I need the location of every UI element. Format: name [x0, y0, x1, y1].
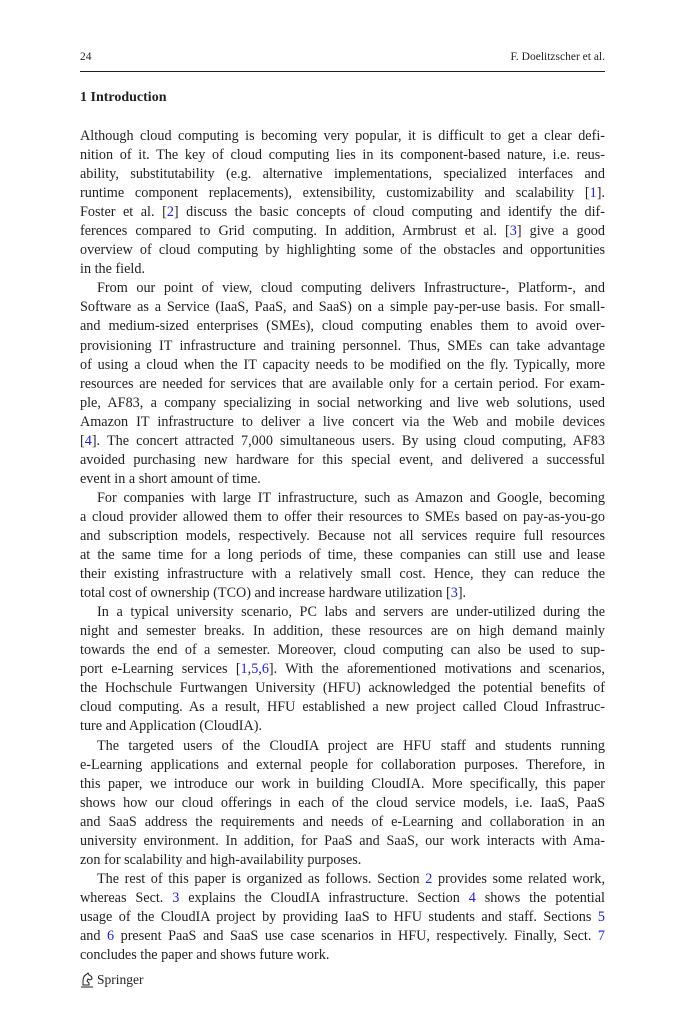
- text-span: In a typical university scenario, PC labs and servers are under-utilized during the: [97, 604, 605, 621]
- text-span: ture and Application (CloudIA).: [80, 718, 263, 735]
- citation-link[interactable]: 4: [84, 432, 92, 449]
- text-span: explains the CloudIA infrastructure. Section: [179, 889, 469, 906]
- paragraph-line: [80, 317, 605, 336]
- citation-link[interactable]: 2: [425, 870, 433, 887]
- citation-link[interactable]: 5: [597, 908, 605, 925]
- citation-link[interactable]: 5: [251, 661, 259, 678]
- paragraph-line: [80, 222, 605, 241]
- text-span: runtime component replacements), extensibility, customizability and scalability [: [80, 185, 590, 202]
- text-span: a cloud provider allowed them to offer their resources to SMEs based on pay-as-you-go: [80, 508, 605, 525]
- paragraph-line: [80, 775, 605, 794]
- text-span: Software as a Service (IaaS, PaaS, and SaaS) on a simple pay-per-use basis. For small-: [80, 299, 605, 316]
- running-head-authors: F. Doelitzscher et al.: [510, 51, 605, 63]
- citation-link[interactable]: 1: [589, 185, 597, 202]
- text-span: their existing infrastructure with a relatively small cost. Hence, they can reduce the: [80, 566, 605, 583]
- text-span: and subscription models, respectively. Because not all services require full resources: [80, 527, 605, 544]
- text-span: e-Learning applications and external people for collaboration purposes. Therefore, in: [80, 756, 605, 773]
- paragraph-line: [80, 337, 605, 356]
- header-rule: [80, 71, 605, 72]
- text-span: ,: [247, 661, 252, 678]
- text-span: ferences compared to Grid computing. In addition, Armbrust et al. [: [80, 223, 510, 240]
- citation-link[interactable]: 2: [166, 204, 174, 221]
- paragraph-line: [80, 584, 605, 603]
- text-span: and: [80, 927, 107, 944]
- paragraph-line: [80, 165, 605, 184]
- text-span: For companies with large IT infrastructure, such as Amazon and Google, becoming: [97, 489, 605, 506]
- paragraph-line: [80, 394, 605, 413]
- text-span: event in a short amount of time.: [80, 470, 261, 487]
- text-span: ].: [457, 585, 467, 602]
- paragraph-line: [80, 451, 605, 470]
- text-span: present PaaS and SaaS use case scenarios in HFU, respectively. Finally, Sect.: [114, 927, 598, 944]
- text-span: towards the end of a semester. Moreover, cloud computing can also be used to sup-: [80, 642, 605, 659]
- citation-link[interactable]: 4: [468, 889, 476, 906]
- paragraph-line: [80, 679, 605, 698]
- paragraph-line: [80, 660, 605, 679]
- text-span: concludes the paper and shows future work.: [80, 947, 330, 964]
- text-span: whereas Sect.: [80, 889, 173, 906]
- citation-link[interactable]: 3: [172, 889, 180, 906]
- text-span: port e-Learning services [: [80, 661, 241, 678]
- paragraph-line: [80, 737, 605, 756]
- publisher-name: Springer: [97, 972, 144, 987]
- text-span: Amazon IT infrastructure to deliver a live concert via the Web and mobile devices: [80, 413, 605, 430]
- section-heading: 1 Introduction: [80, 90, 167, 105]
- paragraph-line: [80, 413, 605, 432]
- text-span: nition of it. The key of cloud computing lies in its component-based nature, i.e. reus-: [80, 147, 605, 164]
- paragraph-line: [80, 508, 605, 527]
- text-span: total cost of ownership (TCO) and increase hardware utilization [: [80, 585, 451, 602]
- paragraph-line: [80, 946, 605, 965]
- paragraph-line: [80, 470, 605, 489]
- paragraph-line: [80, 813, 605, 832]
- text-span: resources are needed for services that are available only for a certain period. For exam-: [80, 375, 605, 392]
- paragraph-line: [80, 146, 605, 165]
- text-span: [: [80, 432, 85, 449]
- paragraph-line: [80, 641, 605, 660]
- citation-link[interactable]: 6: [261, 661, 269, 678]
- text-span: avoided purchasing new hardware for this special event, and delivered a successful: [80, 451, 605, 468]
- citation-link[interactable]: 3: [450, 585, 458, 602]
- text-span: ].: [596, 185, 605, 202]
- text-span: overview of cloud computing by highlighting some of the obstacles and opportunities: [80, 242, 605, 259]
- text-span: ] give a good: [516, 223, 605, 240]
- text-span: Although cloud computing is becoming very popular, it is difficult to get a clear defi-: [80, 128, 605, 144]
- springer-horse-logo-icon: [80, 972, 94, 988]
- paragraph-line: [80, 698, 605, 717]
- body-text: [80, 127, 605, 965]
- text-span: university environment. In addition, for PaaS and SaaS, our work interacts with Ama-: [80, 832, 605, 849]
- paragraph-line: [80, 794, 605, 813]
- paragraph-line: [80, 184, 605, 203]
- text-span: ]. With the aforementioned motivations and scenarios,: [268, 661, 605, 678]
- paragraph-line: [80, 889, 605, 908]
- text-span: The rest of this paper is organized as follows. Section: [97, 870, 426, 887]
- text-span: ple, AF83, a company specializing in social networking and live web solutions, used: [80, 394, 605, 411]
- paragraph-line: [80, 489, 605, 508]
- citation-link[interactable]: 1: [240, 661, 248, 678]
- text-span: From our point of view, cloud computing delivers Infrastructure-, Platform-, and: [97, 280, 605, 297]
- running-head: [80, 51, 605, 67]
- text-span: ,: [258, 661, 262, 678]
- paragraph-line: [80, 851, 605, 870]
- paragraph-line: [80, 279, 605, 298]
- text-span: provisioning IT infrastructure and training personnel. Thus, SMEs can take advantage: [80, 337, 605, 354]
- paragraph-line: [80, 356, 605, 375]
- text-span: usage of the CloudIA project by providing IaaS to HFU students and staff. Sections: [80, 908, 598, 925]
- publisher-footer: [80, 970, 144, 990]
- text-span: in the field.: [80, 261, 146, 278]
- text-span: and SaaS address the requirements and needs of e-Learning and collaboration in an: [80, 813, 605, 830]
- text-span: zon for scalability and high-availability purposes.: [80, 851, 362, 868]
- text-span: shows the potential: [475, 889, 605, 906]
- text-span: this paper, we introduce our work in building CloudIA. More specifically, this paper: [80, 775, 605, 792]
- paragraph-line: [80, 546, 605, 565]
- text-span: of using a cloud when the IT capacity needs to be modified on the fly. Typically, more: [80, 356, 605, 373]
- paragraph-line: [80, 241, 605, 260]
- text-span: cloud computing. As a result, HFU established a new project called Cloud Infrastruc-: [80, 699, 605, 716]
- citation-link[interactable]: 3: [509, 223, 517, 240]
- paragraph-line: [80, 298, 605, 317]
- text-span: ]. The concert attracted 7,000 simultaneous users. By using cloud computing, AF83: [91, 432, 605, 449]
- paragraph-line: [80, 527, 605, 546]
- paragraph-line: [80, 870, 605, 889]
- page-number: 24: [80, 51, 92, 63]
- text-span: and medium-sized enterprises (SMEs), cloud computing enables them to avoid over-: [80, 318, 605, 335]
- paragraph-line: [80, 756, 605, 775]
- paragraph-line: [80, 603, 605, 622]
- text-span: provides some related work,: [432, 870, 605, 887]
- text-span: ] discuss the basic concepts of cloud computing and identify the dif-: [173, 204, 605, 221]
- text-span: the Hochschule Furtwangen University (HFU) acknowledged the potential benefits of: [80, 680, 605, 697]
- paragraph-line: [80, 565, 605, 584]
- text-span: Foster et al. [: [80, 204, 167, 221]
- paragraph-line: [80, 203, 605, 222]
- paragraph-line: [80, 717, 605, 736]
- citation-link[interactable]: 7: [597, 927, 605, 944]
- text-span: The targeted users of the CloudIA project are HFU staff and students running: [97, 737, 605, 754]
- paragraph-line: [80, 375, 605, 394]
- paragraph-line: [80, 908, 605, 927]
- paragraph-line: [80, 260, 605, 279]
- text-span: night and semester breaks. In addition, these resources are on high demand mainly: [80, 623, 605, 640]
- paragraph-line: [80, 927, 605, 946]
- paragraph-line: [80, 432, 605, 451]
- paragraph-line: [80, 127, 605, 146]
- citation-link[interactable]: 6: [107, 927, 115, 944]
- text-span: shows how our cloud offerings in each of the cloud service models, i.e. IaaS, PaaS: [80, 794, 605, 811]
- paragraph-line: [80, 832, 605, 851]
- paragraph-line: [80, 622, 605, 641]
- text-span: ability, substitutability (e.g. alternative implementations, specialized interfaces and: [80, 166, 605, 183]
- text-span: at the same time for a long periods of time, these companies can still use and lease: [80, 547, 605, 564]
